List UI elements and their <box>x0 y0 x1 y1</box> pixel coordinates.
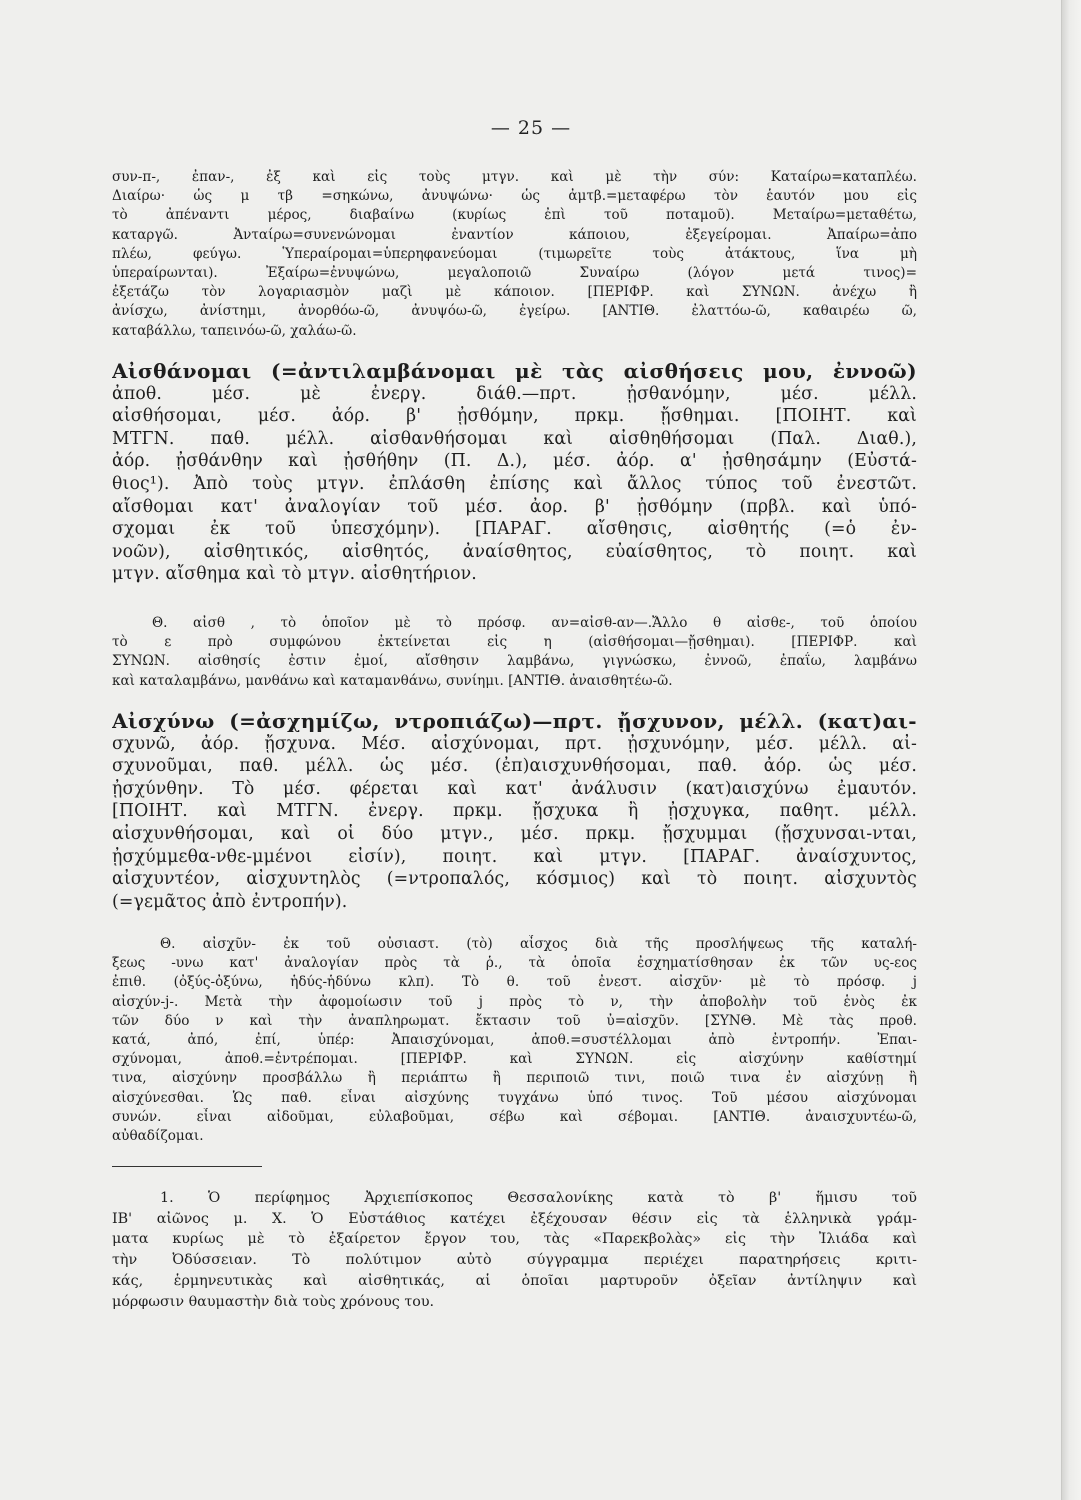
page-number: — 25 — <box>490 117 572 139</box>
text-line: αἰσχύνεσθαι. Ὡς παθ. εἶναι αἰσχύνης τυγχάνω ὑπό τινος. Τοῦ μέσου αἰσχύνομαι <box>112 1089 917 1106</box>
entry-aisthanomai-theme <box>112 614 917 691</box>
text-line: καταργῶ. Ἀνταίρω=συνενώνομαι ἐναντίον κάποιου, ἐξεγείρομαι. Ἀπαίρω=ἀπο <box>112 226 917 243</box>
text-line: πλέω, φεύγω. Ὑπεραίρομαι=ὑπερηφανεύομαι (τιμωρεῖτε τοὺς ἀτάκτους, ἵνα μὴ <box>112 245 917 262</box>
text-line: θιος¹). Ἀπὸ τοὺς μτγν. ἐπλάσθη ἐπίσης καὶ ἄλλος τύπος τοῦ ἐνεστῶτ. <box>112 473 917 494</box>
text-line: ΜΤΓΝ. παθ. μέλλ. αἰσθανθήσομαι καὶ αἰσθηθήσομαι (Παλ. Διαθ.), <box>112 428 917 449</box>
text-line: τὸ ἀπέναντι μέρος, διαβαίνω (κυρίως ἐπὶ τοῦ ποταμοῦ). Μεταίρω=μεταθέτω, <box>112 207 917 224</box>
entry-aischyno <box>112 710 917 913</box>
footnote-divider <box>112 1166 262 1167</box>
text-line: αἰσχύν-j-. Μετὰ τὴν ἀφομοίωσιν τοῦ j πρὸς τὸ ν, τὴν ἀποβολὴν τοῦ ἑνὸς ἐκ <box>112 993 917 1010</box>
text-line: κατά, ἀπό, ἐπί, ὑπέρ: Ἀπαισχύνομαι, ἀποθ.=συστέλλομαι ἀπὸ ἐντροπήν. Ἐπαι- <box>112 1032 917 1049</box>
text-line: ματα κυρίως μὲ τὸ ἐξαίρετον ἔργον του, τὰς «Παρεκβολὰς» εἰς τὴν Ἰλιάδα καὶ <box>112 1231 917 1248</box>
text-line: ᾐσχύνθην. Τὸ μέσ. φέρεται καὶ κατ' ἀνάλυσιν (κατ)αισχύνω ἐμαυτόν. <box>112 778 917 799</box>
text-line: 1. Ὁ περίφημος Ἀρχιεπίσκοπος Θεσσαλονίκης κατὰ τὸ β' ἥμισυ τοῦ <box>160 1190 917 1206</box>
text-line: ΙΒ' αἰῶνος μ. Χ. Ὁ Εὐστάθιος κατέχει ἐξέχουσαν θέσιν εἰς τὰ ἑλληνικὰ γράμ- <box>112 1210 917 1227</box>
text-line: ΣΥΝΩΝ. αἰσθησίς ἐστιν ἐμοί, αἴσθησιν λαμβάνω, γιγνώσκω, ἐννοῶ, ἐπαΐω, λαμβάνω <box>112 653 917 670</box>
text-line: Θ. αἰσχῦν- ἐκ τοῦ οὐσιαστ. (τὸ) αἶσχος διὰ τῆς προσλήψεως τῆς καταλή- <box>160 936 917 952</box>
text-line: συν-π-, ἐπαν-, ἐξ καὶ εἰς τοὺς μτγν. καὶ μὲ τὴν σύν: Καταίρω=καταπλέω. <box>112 169 917 185</box>
entry-headline: Αἰσθάνομαι (=ἀντιλαμβάνομαι μὲ τὰς αἰσθήσεις μου, ἐννοῶ) <box>112 360 917 383</box>
text-line: ὑπεραίρωνται). Ἐξαίρω=ἐνυψώνω, μεγαλοποιῶ Συναίρω (λόγον μετά τινος)= <box>112 265 917 282</box>
text-line: αἰσχυνθήσομαι, καὶ οἱ δύο μτγν., μέσ. πρκμ. ᾔσχυμμαι (ᾔσχυνσαι-νται, <box>112 823 917 844</box>
text-line: σχύνομαι, ἀποθ.=ἐντρέπομαι. [ΠΕΡΙΦΡ. καὶ ΣΥΝΩΝ. εἰς αἰσχύνην καθίστημί <box>112 1051 917 1068</box>
text-line: καὶ καταλαμβάνω, μανθάνω καὶ καταμανθάνω, συνίημι. [ΑΝΤΙΘ. ἀναισθητέω-ῶ. <box>112 672 673 689</box>
page-edge <box>1061 0 1081 1500</box>
text-line: τινα, αἰσχύνην προσβάλλω ἢ περιάπτω ἢ περιποιῶ τινι, ποιῶ τινα ἐν αἰσχύνῃ ἢ <box>112 1070 917 1087</box>
text-line: αὐθαδίζομαι. <box>112 1128 204 1145</box>
text-line: ξεως -υνω κατ' ἀναλογίαν πρὸς τὰ ῥ., τὰ ὁποῖα ἐσχηματίσθησαν ἐκ τῶν υς-εος <box>112 955 917 972</box>
text-line: αἰσχυντέον, αἰσχυντηλὸς (=ντροπαλός, κόσμιος) καὶ τὸ ποιητ. αἰσχυντὸς <box>112 869 917 890</box>
text-line: ἐξετάζω τὸν λογαριασμὸν μαζὶ μὲ κάποιον. [ΠΕΡΙΦΡ. καὶ ΣΥΝΩΝ. ἀνέχω ἢ <box>112 284 917 301</box>
paragraph-continuation <box>112 168 917 341</box>
text-line: μτγν. αἴσθημα καὶ τὸ μτγν. αἰσθητήριον. <box>112 564 477 585</box>
text-line: μόρφωσιν θαυμαστὴν διὰ τοὺς χρόνους του. <box>112 1293 435 1310</box>
text-line: συνών. εἶναι αἰδοῦμαι, εὐλαβοῦμαι, σέβω καὶ σέβομαι. [ΑΝΤΙΘ. ἀναισχυντέω-ῶ, <box>112 1108 917 1125</box>
text-line: τῶν δύο ν καὶ τὴν ἀναπληρωματ. ἔκτασιν τοῦ ὐ=αἰσχῦν. [ΣΥΝΘ. Μὲ τὰς προθ. <box>112 1012 917 1029</box>
text-line: κάς, ἑρμηνευτικὰς καὶ αἰσθητικάς, αἱ ὁποῖαι μαρτυροῦν ὀξεῖαν ἀντίληψιν καὶ <box>112 1272 917 1289</box>
text-line: [ΠΟΙΗΤ. καὶ ΜΤΓΝ. ἐνεργ. πρκμ. ᾔσχυκα ἢ ᾐσχυγκα, παθητ. μέλλ. <box>112 801 917 822</box>
text-line: ἀόρ. ᾐσθάνθην καὶ ᾐσθήθην (Π. Δ.), μέσ. ἀόρ. α' ᾐσθησάμην (Εὐστά- <box>112 451 917 472</box>
text-line: ᾐσχύμμεθα-νθε-μμένοι εἰσίν), ποιητ. καὶ μτγν. [ΠΑΡΑΓ. ἀναίσχυντος, <box>112 846 917 867</box>
text-line: (=γεμᾶτος ἀπὸ ἐντροπήν). <box>112 891 348 912</box>
entry-aischyno-theme <box>112 935 917 1146</box>
footnote <box>112 1188 917 1312</box>
text-line: σχυνοῦμαι, παθ. μέλλ. ὡς μέσ. (ἐπ)αισχυνθήσομαι, παθ. ἀόρ. ὡς μέσ. <box>112 756 917 777</box>
text-line: τὸ ε πρὸ συμφώνου ἐκτείνεται εἰς η (αἰσθήσομαι—ᾔσθημαι). [ΠΕΡΙΦΡ. καὶ <box>112 634 917 651</box>
entry-aisthanomai <box>112 360 917 586</box>
text-line: αἴσθομαι κατ' ἀναλογίαν τοῦ μέσ. ἀορ. β' ᾐσθόμην (πρβλ. καὶ ὑπό- <box>112 496 917 517</box>
text-line: ἐπιθ. (ὀξύς-ὀξύνω, ἡδύς-ἡδύνω κλπ). Τὸ θ. τοῦ ἐνεστ. αἰσχῦν· μὲ τὸ πρόσφ. j <box>112 974 917 991</box>
text-line: τὴν Ὀδύσσειαν. Τὸ πολύτιμον αὐτὸ σύγγραμμα περιέχει παρατηρήσεις κριτι- <box>112 1252 917 1269</box>
text-line: αἰσθήσομαι, μέσ. ἀόρ. β' ᾐσθόμην, πρκμ. ᾔσθημαι. [ΠΟΙΗΤ. καὶ <box>112 406 917 427</box>
text-line: ἀποθ. μέσ. μὲ ἐνεργ. διάθ.—πρτ. ᾐσθανόμην, μέσ. μέλλ. <box>112 383 917 404</box>
entry-headline: Αἰσχύνω (=ἀσχημίζω, ντροπιάζω)—πρτ. ᾔσχυνον, μέλλ. (κατ)αι- <box>112 710 917 733</box>
text-line: νοῶν), αἰσθητικός, αἰσθητός, ἀναίσθητος, εὐαίσθητος, τὸ ποιητ. καὶ <box>112 541 917 562</box>
text-line: σχομαι ἐκ τοῦ ὑπεσχόμην). [ΠΑΡΑΓ. αἴσθησις, αἰσθητής (=ὁ ἐν- <box>112 519 917 540</box>
text-line: Διαίρω· ὡς μ τβ =σηκώνω, ἀνυψώνω· ὡς ἀμτβ.=μεταφέρω τὸν ἑαυτόν μου εἰς <box>112 188 917 205</box>
text-line: καταβάλλω, ταπεινόω-ῶ, χαλάω-ῶ. <box>112 322 357 339</box>
text-line: ἀνίσχω, ἀνίστημι, ἀνορθόω-ῶ, ἀνυψόω-ῶ, ἐγείρω. [ΑΝΤΙΘ. ἐλαττόω-ῶ, καθαιρέω ῶ, <box>112 303 917 320</box>
text-line: σχυνῶ, ἀόρ. ᾔσχυνα. Μέσ. αἰσχύνομαι, πρτ. ᾐσχυνόμην, μέσ. μέλλ. αἰ- <box>112 733 917 754</box>
text-line: Θ. αἰσθ , τὸ ὁποῖον μὲ τὸ πρόσφ. αν=αἰσθ-αν—.Ἄλλο θ αἰσθε-, τοῦ ὁποίου <box>152 615 917 631</box>
